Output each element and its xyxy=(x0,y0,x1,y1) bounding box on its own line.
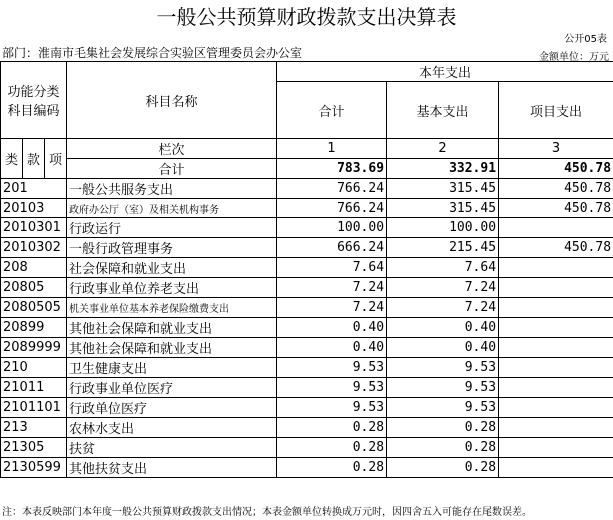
table-row xyxy=(1,258,613,278)
row-basic: 0.28 xyxy=(387,457,499,477)
row-project xyxy=(499,298,613,317)
row-basic: 9.53 xyxy=(387,397,499,417)
total-row-label: 合计 xyxy=(67,159,277,179)
row-total: 9.53 xyxy=(277,377,387,397)
table-row xyxy=(1,317,613,337)
table-row xyxy=(1,337,613,357)
row-total: 9.53 xyxy=(277,397,387,417)
func-code-header: 功能分类科目编码 xyxy=(1,62,67,139)
row-basic: 9.53 xyxy=(387,377,499,397)
basic-header: 基本支出 xyxy=(387,82,499,139)
row-basic: 7.24 xyxy=(387,298,499,317)
project-header: 项目支出 xyxy=(499,82,613,139)
row-basic: 9.53 xyxy=(387,357,499,377)
row-code: 20805 xyxy=(1,278,67,298)
table-row xyxy=(1,457,613,477)
row-name: 行政事业单位养老支出 xyxy=(67,278,277,298)
row-code: 2080505 xyxy=(1,298,67,317)
row-project xyxy=(499,377,613,397)
row-code: 2010302 xyxy=(1,238,67,258)
form-code: 公开05表 xyxy=(564,34,607,45)
row-total: 766.24 xyxy=(277,179,387,199)
row-total: 0.40 xyxy=(277,337,387,357)
row-project xyxy=(499,417,613,437)
row-basic: 0.28 xyxy=(387,417,499,437)
row-basic: 315.45 xyxy=(387,179,499,199)
row-total: 0.28 xyxy=(277,457,387,477)
row-name: 其他社会保障和就业支出 xyxy=(67,337,277,357)
table-row xyxy=(1,437,613,457)
row-total: 100.00 xyxy=(277,218,387,238)
row-name: 社会保障和就业支出 xyxy=(67,258,277,278)
row-name: 行政单位医疗 xyxy=(67,397,277,417)
row-name: 扶贫 xyxy=(67,437,277,457)
table-row xyxy=(1,278,613,298)
row-total: 0.40 xyxy=(277,317,387,337)
total-row-basic: 332.91 xyxy=(387,159,499,179)
row-code: 2101101 xyxy=(1,397,67,417)
row-total: 0.28 xyxy=(277,437,387,457)
row-name: 行政运行 xyxy=(67,218,277,238)
row-basic: 0.40 xyxy=(387,317,499,337)
column-no-label: 栏次 xyxy=(67,139,277,159)
row-project xyxy=(499,317,613,337)
row-name: 一般行政管理事务 xyxy=(67,238,277,258)
row-project xyxy=(499,278,613,298)
row-code: 20899 xyxy=(1,317,67,337)
col1-label: 1 xyxy=(277,139,387,159)
row-project xyxy=(499,397,613,417)
row-name: 卫生健康支出 xyxy=(67,357,277,377)
row-basic: 0.40 xyxy=(387,337,499,357)
row-basic: 100.00 xyxy=(387,218,499,238)
footer-note: 注：本表反映部门本年度一般公共预算财政拨款支出情况；本表金额单位转换成万元时，因四舍五入可能存在尾数误差。 xyxy=(2,507,532,518)
col2-label: 2 xyxy=(387,139,499,159)
row-project xyxy=(499,457,613,477)
unit-label: 金额单位：万元 xyxy=(539,52,609,63)
row-name: 机关事业单位基本养老保险缴费支出 xyxy=(67,298,277,317)
row-total: 7.64 xyxy=(277,258,387,278)
row-total: 0.28 xyxy=(277,417,387,437)
row-project: 450.78 xyxy=(499,199,613,218)
row-code: 208 xyxy=(1,258,67,278)
row-code: 2089999 xyxy=(1,337,67,357)
row-name: 其他扶贫支出 xyxy=(67,457,277,477)
row-total: 666.24 xyxy=(277,238,387,258)
row-total: 9.53 xyxy=(277,357,387,377)
row-name: 一般公共服务支出 xyxy=(67,179,277,199)
table-row xyxy=(1,357,613,377)
row-code: 21305 xyxy=(1,437,67,457)
table-row xyxy=(1,179,613,199)
department-label: 部门：淮南市毛集社会发展综合实验区管理委员会办公室 xyxy=(2,46,303,60)
row-name: 政府办公厅（室）及相关机构事务 xyxy=(67,199,277,218)
row-name: 农林水支出 xyxy=(67,417,277,437)
xiang-header: 项 xyxy=(45,139,67,179)
row-basic: 7.24 xyxy=(387,278,499,298)
total-row-project: 450.78 xyxy=(499,159,613,179)
table-row xyxy=(1,199,613,218)
total-header: 合计 xyxy=(277,82,387,139)
lei-header: 类 xyxy=(1,139,23,179)
table-row xyxy=(1,218,613,238)
current-year-header: 本年支出 xyxy=(277,62,613,82)
row-code: 201 xyxy=(1,179,67,199)
table-row xyxy=(1,377,613,397)
row-total: 7.24 xyxy=(277,278,387,298)
row-code: 2130599 xyxy=(1,457,67,477)
row-basic: 215.45 xyxy=(387,238,499,258)
row-name: 其他社会保障和就业支出 xyxy=(67,317,277,337)
row-code: 20103 xyxy=(1,199,67,218)
table-row xyxy=(1,417,613,437)
row-project xyxy=(499,258,613,278)
kuan-header: 款 xyxy=(23,139,45,179)
row-code: 210 xyxy=(1,357,67,377)
table-row xyxy=(1,298,613,317)
expenditure-table xyxy=(0,61,613,478)
table-row xyxy=(1,397,613,417)
row-code: 21011 xyxy=(1,377,67,397)
row-total: 7.24 xyxy=(277,298,387,317)
row-code: 2010301 xyxy=(1,218,67,238)
total-row xyxy=(1,159,613,179)
row-basic: 0.28 xyxy=(387,437,499,457)
row-project xyxy=(499,357,613,377)
row-project: 450.78 xyxy=(499,238,613,258)
row-code: 213 xyxy=(1,417,67,437)
page-title: 一般公共预算财政拨款支出决算表 xyxy=(156,5,457,29)
row-basic: 7.64 xyxy=(387,258,499,278)
subject-name-header: 科目名称 xyxy=(67,62,277,139)
row-project xyxy=(499,437,613,457)
row-project: 450.78 xyxy=(499,179,613,199)
row-project xyxy=(499,218,613,238)
col3-label: 3 xyxy=(499,139,613,159)
table-row xyxy=(1,238,613,258)
row-name: 行政事业单位医疗 xyxy=(67,377,277,397)
row-basic: 315.45 xyxy=(387,199,499,218)
total-row-total: 783.69 xyxy=(277,159,387,179)
row-total: 766.24 xyxy=(277,199,387,218)
row-project xyxy=(499,337,613,357)
